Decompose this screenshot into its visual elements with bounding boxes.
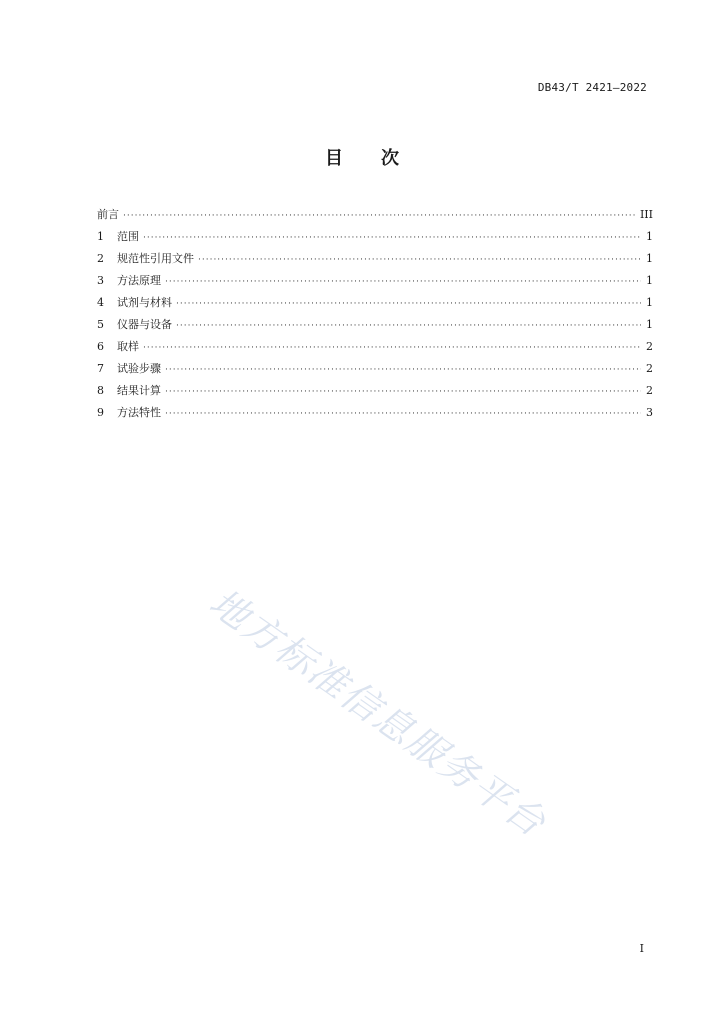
standard-code: DB43/T 2421—2022 bbox=[537, 81, 647, 94]
toc-entry-page: 2 bbox=[646, 340, 653, 353]
toc-entry-label: 试剂与材料 bbox=[117, 296, 172, 309]
toc-leader-dots bbox=[176, 293, 641, 315]
toc-entry-3[interactable] bbox=[97, 270, 653, 292]
toc-entry-6[interactable] bbox=[97, 336, 653, 358]
title-char-2: 次 bbox=[381, 148, 399, 169]
page-number: I bbox=[639, 942, 644, 955]
toc-entry-number: 9 bbox=[97, 406, 104, 419]
toc-entry-page: 1 bbox=[646, 318, 653, 331]
toc-leader-dots bbox=[143, 227, 641, 249]
toc-entry-number: 3 bbox=[97, 274, 104, 287]
toc-entry-label: 取样 bbox=[117, 340, 139, 353]
toc-entry-8[interactable] bbox=[97, 380, 653, 402]
toc-leader-dots bbox=[198, 249, 641, 271]
toc-entry-7[interactable] bbox=[97, 358, 653, 380]
toc-entry-2[interactable] bbox=[97, 248, 653, 270]
toc-entry-page: 1 bbox=[646, 252, 653, 265]
toc-entry-4[interactable] bbox=[97, 292, 653, 314]
toc-entry-foreword[interactable] bbox=[97, 204, 653, 226]
toc-entry-page: 1 bbox=[646, 230, 653, 243]
page-title bbox=[0, 144, 724, 170]
table-of-contents bbox=[97, 204, 653, 424]
toc-entry-number: 1 bbox=[97, 230, 104, 243]
watermark: 地方标准信息服务平台 bbox=[201, 580, 555, 846]
toc-leader-dots bbox=[143, 337, 641, 359]
toc-entry-page: 2 bbox=[646, 384, 653, 397]
toc-leader-dots bbox=[165, 403, 641, 425]
toc-entry-label: 试验步骤 bbox=[117, 362, 161, 375]
toc-entry-label: 前言 bbox=[97, 208, 119, 221]
toc-leader-dots bbox=[176, 315, 641, 337]
toc-entry-number: 6 bbox=[97, 340, 104, 353]
toc-entry-page: 2 bbox=[646, 362, 653, 375]
toc-entry-5[interactable] bbox=[97, 314, 653, 336]
toc-entry-number: 8 bbox=[97, 384, 104, 397]
toc-entry-number: 2 bbox=[97, 252, 104, 265]
toc-entry-label: 方法特性 bbox=[117, 406, 161, 419]
toc-entry-page: 3 bbox=[646, 406, 653, 419]
toc-entry-1[interactable] bbox=[97, 226, 653, 248]
toc-entry-label: 仪器与设备 bbox=[117, 318, 172, 331]
toc-entry-9[interactable] bbox=[97, 402, 653, 424]
toc-entry-label: 范围 bbox=[117, 230, 139, 243]
toc-entry-page: 1 bbox=[646, 296, 653, 309]
toc-entry-label: 结果计算 bbox=[117, 384, 161, 397]
toc-entry-number: 4 bbox=[97, 296, 104, 309]
toc-leader-dots bbox=[123, 205, 636, 227]
toc-entry-number: 5 bbox=[97, 318, 104, 331]
toc-entry-page: 1 bbox=[646, 274, 653, 287]
toc-entry-page: III bbox=[639, 208, 653, 221]
toc-entry-number: 7 bbox=[97, 362, 104, 375]
toc-leader-dots bbox=[165, 381, 641, 403]
toc-entry-label: 方法原理 bbox=[117, 274, 161, 287]
toc-leader-dots bbox=[165, 271, 641, 293]
toc-leader-dots bbox=[165, 359, 641, 381]
title-char-1: 目 bbox=[325, 148, 343, 169]
toc-entry-label: 规范性引用文件 bbox=[117, 252, 194, 265]
